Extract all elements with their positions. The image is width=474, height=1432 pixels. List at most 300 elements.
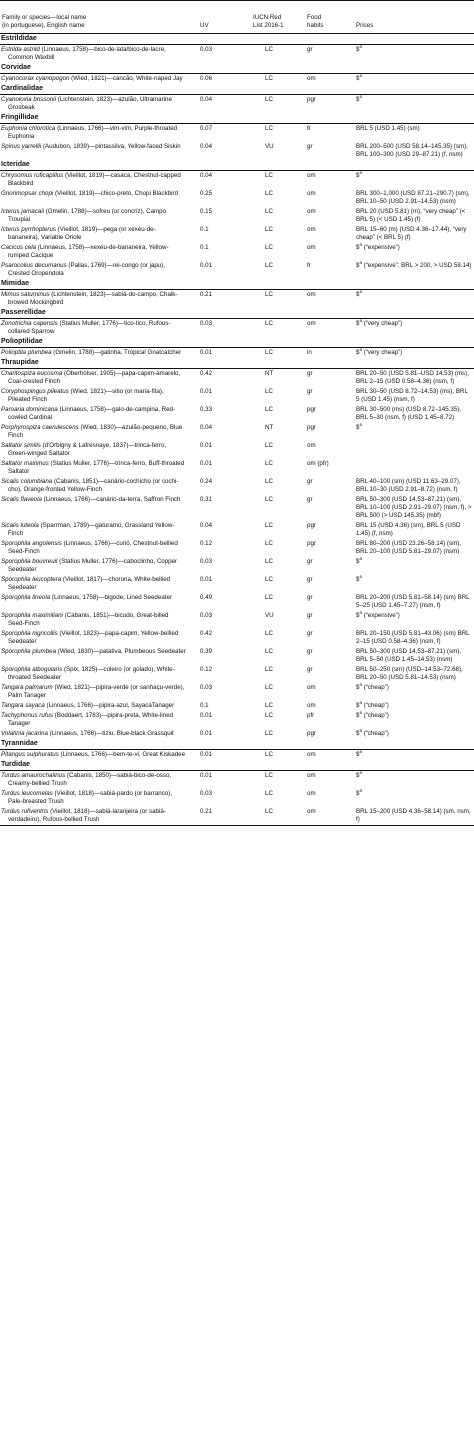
price-text: $ — [356, 558, 360, 565]
price-text: BRL 300–1,000 (USD 87.21–290.7) (sm), BRL 10–50 (USD 2.91–14.53) (nsm) — [356, 190, 470, 205]
iucn-cell: VU — [265, 143, 274, 150]
species-description: (Wied, 1821)—sitio (or maria-fita), Pileated Finch — [8, 388, 164, 403]
food-cell: gr — [307, 496, 313, 503]
scientific-name: Zonotrichia capensis — [1, 320, 58, 327]
price-cell — [354, 711, 474, 729]
species-cell — [0, 701, 188, 711]
price-cell — [354, 665, 474, 683]
species-description: (Linnaeus, 1758)—xexéu-de-bananeira, Yellow-rumped Cacique — [8, 244, 169, 259]
price-cell — [354, 171, 474, 190]
species-description: (Pallas, 1769)—rei-congo (or japu), Crested Oropendola — [8, 262, 166, 277]
species-description: (Vieillot, 1817)—chorona, White-bellied Seedeater — [8, 576, 171, 591]
price-footnote: a — [359, 318, 362, 323]
uv-cell: 0.01 — [200, 262, 213, 269]
family-name: Corvidae — [0, 63, 474, 74]
price-cell — [354, 771, 474, 790]
table-row — [0, 750, 474, 761]
family-row — [0, 308, 474, 319]
iucn-cell: NT — [265, 424, 274, 431]
iucn-cell: VU — [265, 612, 274, 619]
species-cell — [0, 557, 188, 575]
price-cell — [354, 495, 474, 521]
species-description: (d'Orbigny & Lafresnaye, 1837)—trinca-ferro, Green-winged Saltator — [8, 442, 167, 457]
price-text: BRL 30–50 (USD 8.72–14.53) (ms), BRL 5 (USD 1.45) (nsm, f) — [356, 388, 468, 403]
price-cell — [354, 261, 474, 279]
species-cell — [0, 189, 188, 207]
species-cell — [0, 521, 188, 539]
species-description: (Wied, 1821)—cancão, White-naped Jay — [69, 75, 183, 82]
header-iucn: IUCN Red List 2016-1 — [251, 1, 305, 34]
table-row — [0, 405, 474, 423]
food-cell: om — [307, 320, 316, 327]
price-note: (“cheap”) — [361, 702, 389, 709]
food-cell: om — [307, 226, 316, 233]
price-text: BRL 200–500 (USD 58.14–145.35) (sm), BRL 100–300 (USD 29–87.21) (f, nsm) — [356, 143, 468, 158]
table-row — [0, 495, 474, 521]
price-footnote: a — [359, 789, 362, 793]
food-cell: om — [307, 702, 316, 709]
price-cell — [354, 539, 474, 557]
species-description: (Vieillot, 1823)—papa-capim, Yellow-bellied Seedeater — [8, 630, 179, 645]
species-description: (Boddaert, 1783)—pipira-preta, White-lined Tanager — [8, 712, 174, 727]
price-cell — [354, 683, 474, 701]
family-row — [0, 358, 474, 369]
price-footnote: a — [359, 94, 362, 99]
species-description: (Linnaeus, 1766)—vim-vim, Purple-throated Euphonia — [8, 125, 178, 140]
header-species: Family or species—local name (in portuguese), English name — [0, 1, 188, 34]
family-name: Estrildidae — [0, 34, 474, 45]
family-name: Thraupidae — [0, 358, 474, 369]
price-text: $ — [356, 712, 360, 719]
table-row — [0, 711, 474, 729]
price-footnote: a — [359, 261, 362, 265]
species-cell — [0, 319, 188, 338]
scientific-name: Sicalis flaveola — [1, 496, 42, 503]
table-row — [0, 701, 474, 711]
scientific-name: Cyanoloxia brissonii — [1, 96, 57, 103]
price-cell — [354, 319, 474, 338]
iucn-cell: LC — [265, 244, 273, 251]
table-row — [0, 665, 474, 683]
food-cell: om — [305, 807, 354, 826]
species-description: (Lichtenstein, 1823)—sabiá-do-campo, Chalk-browed Mockingbird — [8, 291, 178, 306]
food-cell: gr — [307, 46, 313, 53]
table-row — [0, 348, 474, 359]
iucn-cell: NT — [265, 370, 274, 377]
species-cell — [0, 539, 188, 557]
table-row — [0, 807, 474, 826]
price-cell — [354, 124, 474, 143]
family-row — [0, 160, 474, 171]
food-cell: gr — [307, 388, 313, 395]
species-cell — [0, 405, 188, 423]
uv-cell: 0.01 — [200, 388, 213, 395]
scientific-name: Turdus amaurochalinus — [1, 772, 66, 779]
price-cell — [354, 423, 474, 441]
scientific-name: Cacicus cela — [1, 244, 37, 251]
uv-cell: 0.07 — [200, 125, 213, 132]
table-row — [0, 290, 474, 309]
price-cell — [354, 387, 474, 405]
table-row — [0, 319, 474, 338]
price-text: $ — [356, 349, 360, 356]
species-description: (Vieillot, 1818)—sabiá-pardo (or barranco), Pale-breasted Trush — [8, 790, 173, 805]
table-row — [0, 387, 474, 405]
price-text: $ — [356, 172, 360, 179]
scientific-name: Sporophila lineola — [1, 594, 51, 601]
scientific-name: Icterus jamacaii — [1, 208, 44, 215]
species-cell — [0, 124, 188, 143]
species-description: (Linnaeus, 1766)—bem-te-vi, Great Kiskadee — [58, 751, 186, 758]
family-name: Turdidae — [0, 760, 474, 771]
price-cell — [354, 405, 474, 423]
scientific-name: Estrilda astrild — [1, 46, 40, 53]
price-footnote: a — [359, 423, 362, 427]
uv-cell: 0.01 — [200, 751, 213, 758]
scientific-name: Icterus pyrrhopterus — [1, 226, 57, 233]
price-footnote: a — [359, 749, 362, 754]
scientific-name: Sporophila bouvreuil — [1, 558, 58, 565]
species-cell — [0, 611, 188, 629]
price-cell — [354, 701, 474, 711]
species-description: (Statius Muller, 1776)—tico-tico, Rufous-collared Sparrow — [8, 320, 171, 335]
species-cell — [0, 225, 188, 243]
iucn-cell: LC — [265, 291, 273, 298]
scientific-name: Pitangus sulphuratus — [1, 751, 59, 758]
table-row — [0, 189, 474, 207]
iucn-cell: LC — [265, 262, 273, 269]
price-footnote: a — [359, 289, 362, 294]
price-footnote: a — [359, 729, 362, 733]
species-description: (Sparrman, 1789)—gaturamo, Grassland Yellow-Finch — [8, 522, 175, 537]
food-cell: gr — [307, 666, 313, 673]
price-text: BRL 50–300 (USD 14.53–87.21) (sm), BRL 10–100 (USD 2.91–29.07) (nsm, f), > BRL 500 (> USD 145.35) (mbf) — [356, 496, 472, 519]
price-cell — [354, 750, 474, 761]
price-text: $ — [356, 291, 360, 298]
iucn-cell: LC — [265, 320, 273, 327]
uv-cell: 0.01 — [200, 576, 213, 583]
price-footnote: a — [359, 347, 362, 352]
family-row — [0, 113, 474, 124]
table-row — [0, 477, 474, 495]
species-cell — [0, 729, 188, 739]
price-text: BRL 80–200 (USD 23.26–58.14) (sm), BRL 20–100 (USD 5.81–29.07) (nsm) — [356, 540, 462, 555]
iucn-cell: LC — [265, 442, 273, 449]
price-cell — [354, 629, 474, 647]
price-text: BRL 15–60 (m) (USD 4.36–17.44), “very cheap” (< BRL 5) (f) — [356, 226, 467, 241]
iucn-cell: LC — [265, 576, 273, 583]
species-description: (Vieillot, 1819)—chico-preto, Chopi Blackbird — [53, 190, 179, 197]
table-row — [0, 629, 474, 647]
price-cell — [354, 729, 474, 739]
uv-cell: 0.04 — [200, 522, 213, 529]
species-description: (Linnaeus, 1766)—curió, Chestnut-bellied Seed-Finch — [8, 540, 178, 555]
species-cell — [0, 171, 188, 190]
family-row — [0, 337, 474, 348]
price-footnote: a — [359, 611, 362, 615]
family-row — [0, 760, 474, 771]
uv-cell: 0.01 — [200, 349, 213, 356]
uv-cell: 0.21 — [188, 807, 251, 826]
price-note: (“very cheap”) — [361, 349, 403, 356]
uv-cell: 0.49 — [200, 594, 213, 601]
species-cell — [0, 243, 188, 261]
food-cell: gr — [307, 594, 313, 601]
scientific-name: Tachyphonus rufus — [1, 712, 54, 719]
price-cell — [354, 74, 474, 85]
food-cell: pgr — [307, 730, 316, 737]
table-row — [0, 74, 474, 85]
iucn-cell: LC — [265, 496, 273, 503]
price-cell — [354, 611, 474, 629]
price-cell — [354, 348, 474, 359]
species-description: (Spix, 1825)—coleiro (or golado), White-throated Seedeater — [8, 666, 175, 681]
header-uv: UV — [188, 1, 251, 34]
family-name: Passerellidae — [0, 308, 474, 319]
price-cell — [354, 290, 474, 309]
species-cell — [0, 789, 188, 807]
family-name: Tyrannidae — [0, 739, 474, 750]
price-footnote: a — [359, 243, 362, 247]
species-description: (Linnaeus, 1758)—galo-de-campina, Red-cowled Cardinal — [8, 406, 176, 421]
price-cell — [354, 142, 474, 160]
scientific-name: Sporophila leucoptera — [1, 576, 62, 583]
uv-cell: 0.01 — [200, 772, 213, 779]
table-row — [0, 441, 474, 459]
species-cell — [0, 593, 188, 611]
iucn-cell: LC — [251, 807, 305, 826]
uv-cell: 0.03 — [200, 790, 213, 797]
species-description: (Lichtenstein, 1823)—azulão, Ultramarine Grosbeak — [8, 96, 172, 111]
uv-cell: 0.21 — [200, 291, 213, 298]
price-cell — [354, 477, 474, 495]
species-cell — [0, 807, 188, 826]
table-row — [0, 423, 474, 441]
iucn-cell: LC — [265, 96, 273, 103]
food-cell: pgr — [307, 424, 316, 431]
table-row — [0, 207, 474, 225]
food-cell: pgr — [307, 96, 316, 103]
food-cell: om — [307, 442, 316, 449]
price-cell — [354, 807, 474, 826]
species-cell — [0, 207, 188, 225]
species-cell — [0, 477, 188, 495]
iucn-cell: LC — [265, 349, 273, 356]
family-name: Fringillidae — [0, 113, 474, 124]
price-cell — [354, 593, 474, 611]
uv-cell: 0.42 — [200, 370, 213, 377]
price-note: (“cheap”) — [361, 684, 389, 691]
uv-cell: 0.24 — [200, 478, 213, 485]
scientific-name: Sporophila plumbea — [1, 648, 57, 655]
uv-cell: 0.01 — [200, 460, 213, 467]
uv-cell: 0.04 — [200, 96, 213, 103]
table-row — [0, 789, 474, 807]
iucn-cell: LC — [265, 75, 273, 82]
family-row — [0, 84, 474, 95]
uv-cell: 0.1 — [200, 702, 209, 709]
uv-cell: 0.1 — [200, 226, 209, 233]
table-row — [0, 647, 474, 665]
iucn-cell: LC — [265, 190, 273, 197]
price-footnote: a — [359, 711, 362, 715]
species-description: (Audubon, 1839)—pintassilva, Yellow-faced Siskin — [41, 143, 181, 150]
price-text: $ — [356, 262, 360, 269]
uv-cell: 0.03 — [200, 684, 213, 691]
family-row — [0, 63, 474, 74]
food-cell: om — [307, 75, 316, 82]
food-cell: om — [307, 172, 316, 179]
price-footnote: a — [359, 170, 362, 175]
scientific-name: Psarocolius decumanus — [1, 262, 67, 269]
uv-cell: 0.06 — [200, 75, 213, 82]
species-description: (Statius Muller, 1776)—caboclinho, Copper Seedeater — [8, 558, 178, 573]
food-cell: in — [307, 349, 312, 356]
scientific-name: Charitospiza eucosma — [1, 370, 63, 377]
table-row — [0, 369, 474, 388]
species-cell — [0, 387, 188, 405]
iucn-cell: LC — [265, 478, 273, 485]
family-name: Icteridae — [0, 160, 474, 171]
species-cell — [0, 261, 188, 279]
iucn-cell: LC — [265, 125, 273, 132]
food-cell: om — [307, 684, 316, 691]
species-cell — [0, 290, 188, 309]
scientific-name: Cyanocorax cyanopogon — [1, 75, 70, 82]
uv-cell: 0.12 — [200, 666, 213, 673]
scientific-name: Chrysomus ruficapillus — [1, 172, 64, 179]
uv-cell: 0.01 — [200, 712, 213, 719]
species-description: (Vieillot, 1818)—sabiá-laranjeira (or sabiá-verdadeiro), Rufous-bellied Trush — [8, 808, 166, 823]
price-footnote: a — [359, 557, 362, 561]
species-description: (Gmelin, 1788)—gatinha, Tropical Gnatcatcher — [51, 349, 182, 356]
uv-cell: 0.25 — [200, 190, 213, 197]
uv-cell: 0.42 — [200, 630, 213, 637]
species-cell — [0, 711, 188, 729]
price-note: (“expensive”) — [361, 612, 400, 619]
iucn-cell: LC — [265, 702, 273, 709]
iucn-cell: LC — [265, 712, 273, 719]
price-text: BRL 40–100 (sm) (USD 11.63–29.07), BRL 10–30 (USD 2.91–8.72) (nsm, f) — [356, 478, 461, 493]
species-cell — [0, 348, 188, 359]
table-row — [0, 729, 474, 739]
food-cell: pgr — [307, 522, 316, 529]
price-cell — [354, 647, 474, 665]
table-row — [0, 261, 474, 279]
price-text: BRL 20–150 (USD 5.81–43.06) (sm) BRL 2–15 (USD 0.58–4.36) (nsm, f) — [356, 630, 470, 645]
iucn-cell: LC — [265, 406, 273, 413]
price-text: $ — [356, 772, 360, 779]
price-cell — [354, 95, 474, 114]
price-text: BRL 5 (USD 1.45) (sm) — [356, 125, 420, 132]
food-cell: gr — [307, 630, 313, 637]
uv-cell: 0.04 — [200, 424, 213, 431]
species-cell — [0, 665, 188, 683]
table-row — [0, 683, 474, 701]
scientific-name: Sicalis luteola — [1, 522, 39, 529]
price-text: $ — [356, 75, 360, 82]
species-description: (Wied, 1830)—azulão-pequeno, Blue Finch — [8, 424, 183, 439]
iucn-cell: LC — [265, 558, 273, 565]
scientific-name: Tangara sayaca — [1, 702, 45, 709]
iucn-cell: LC — [265, 751, 273, 758]
price-note: (“very cheap”) — [361, 320, 403, 327]
scientific-name: Porphyrospiza caerulescens — [1, 424, 79, 431]
scientific-name: Volatinia jacarina — [1, 730, 48, 737]
iucn-cell: LC — [265, 594, 273, 601]
iucn-cell: LC — [265, 460, 273, 467]
header-food: Food habits — [305, 1, 354, 34]
species-cell — [0, 142, 188, 160]
iucn-cell: LC — [265, 540, 273, 547]
uv-cell: 0.39 — [200, 648, 213, 655]
table-row — [0, 243, 474, 261]
species-cell — [0, 575, 188, 593]
table-row — [0, 171, 474, 190]
uv-cell: 0.12 — [200, 540, 213, 547]
species-description: (Linnaeus, 1758)—bigode, Lined Seedeater — [50, 594, 172, 601]
food-cell: pgr — [307, 540, 316, 547]
table-row — [0, 611, 474, 629]
table-row — [0, 771, 474, 790]
scientific-name: Paroaria dominicana — [1, 406, 58, 413]
food-cell: om — [307, 190, 316, 197]
food-cell: om — [307, 751, 316, 758]
food-cell: gr — [307, 478, 313, 485]
scientific-name: Spinus yarrellii — [1, 143, 42, 150]
food-cell: fr — [307, 125, 311, 132]
species-cell — [0, 459, 188, 477]
family-name: Cardinalidae — [0, 84, 474, 95]
scientific-name: Coryphospingus pileatus — [1, 388, 69, 395]
price-cell — [354, 189, 474, 207]
iucn-cell: LC — [265, 46, 273, 53]
price-text: $ — [356, 576, 360, 583]
table-row — [0, 539, 474, 557]
food-cell: om — [307, 244, 316, 251]
iucn-cell: LC — [265, 522, 273, 529]
uv-cell: 0.04 — [200, 172, 213, 179]
food-cell: om — [307, 790, 316, 797]
food-cell: om — [307, 208, 316, 215]
iucn-cell: LC — [265, 208, 273, 215]
price-text: BRL 20–50 (USD 5.81–USD 14.53) (ms), BRL 2–15 (USD 0.58–4.36) (nsm, f) — [356, 370, 469, 385]
family-name: Mimidae — [0, 279, 474, 290]
species-cell — [0, 369, 188, 388]
table-row — [0, 124, 474, 143]
food-cell: pfr — [307, 712, 315, 719]
iucn-cell: LC — [265, 772, 273, 779]
price-footnote: a — [359, 44, 362, 49]
table-row — [0, 45, 474, 64]
price-text: $ — [356, 244, 360, 251]
family-name: Polioptilidae — [0, 337, 474, 348]
table-row — [0, 95, 474, 114]
uv-cell: 0.15 — [200, 208, 213, 215]
price-text: BRL 20 (USD 5.81) (m), “very cheap” (< BRL 5) (< USD 1.45) (f) — [356, 208, 466, 223]
species-description: (Wied, 1821)—pipira-verde (or sanhaçu-verde), Palm Tanager — [8, 684, 185, 699]
iucn-cell: LC — [265, 172, 273, 179]
scientific-name: Sporophila albogularis — [1, 666, 63, 673]
species-description: (Vieillot, 1819)—pega (or xexéu-de-bananeira), Variable Oriole — [8, 226, 156, 241]
species-description: (Linnaeus, 1766)—canário-da-terra, Saffron Finch — [41, 496, 181, 503]
species-description: (Oberholser, 1905)—papa-capim-amarelo, Coal-crested Finch — [8, 370, 181, 385]
family-row — [0, 34, 474, 45]
price-note: (“cheap”) — [361, 712, 389, 719]
price-text: $ — [356, 751, 360, 758]
scientific-name: Tangara palmarum — [1, 684, 53, 691]
food-cell: gr — [307, 612, 313, 619]
